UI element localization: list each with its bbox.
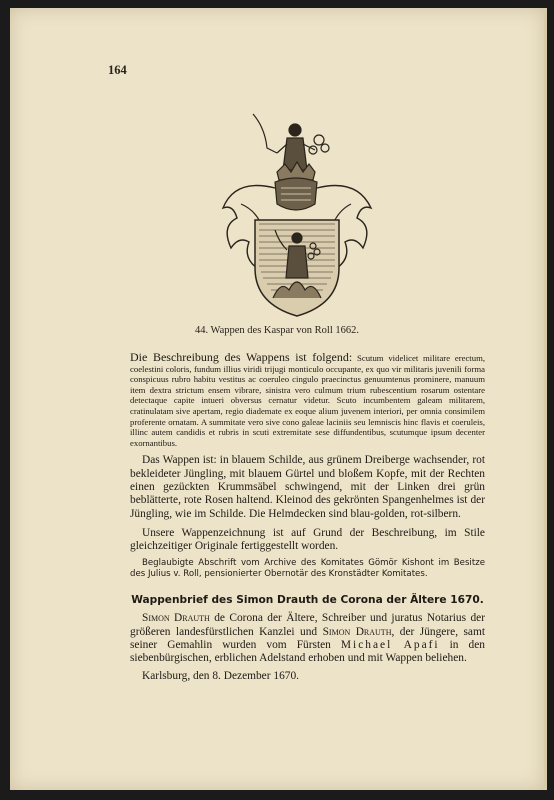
drawing-paragraph: Unsere Wappenzeichnung ist auf Grund der Beschreibung, im Stile gleichzeitiger Originale fertiggestellt worden. [130,526,485,553]
place-date: Karlsburg, den 8. Dezember 1670. [142,669,299,682]
description-lead: Die Beschreibung des Wappens ist folgend: [130,350,353,364]
source-note: Beglaubigte Abschrift vom Archive des Komitates Gömör Kishont im Besitze des Julius v. Roll, pensionierter Obernotär des Kronstädter Komitates. [130,558,485,580]
section-title: Wappenbrief des Simon Drauth de Corona der Ältere 1670. [131,594,484,607]
latin-description [130,352,485,448]
section-text: in den siebenbürgischen, erblichen Adelstand erhoben und mit Wappen beliehen. [130,639,485,665]
page-number: 164 [108,63,127,77]
book-page [10,8,547,790]
person-name: Simon Drauth [322,625,392,638]
latin-text: Scutum videlicet militare erectum, coelestini coloris, fundum illius viridi trijugi monticulo occupante, ex quo vir militaris juvenili forma conspicuus rubro habitu vestitus ac coeruleo cingulo praecinctus genuumtenus prominere, manuum item dextra strictum ensem vibrare, sinistra vero culmum trium rubescentium rosarum ostentare detectaque capite intueri obversus cernatur videtur. Scuto incumbentem galeam militarem, cratinulatam sive apertam, regio diademate ex eoque alium juvenem interiori, per omnia consimilem proferente ornatam. A summitate vero sive cono galeae laciniis seu lemniscis hinc flavis et coeruleis, illinc autem candidis et rubris in scuti extremitate sese diffundentibus, scutumque ipsum decenter exornantibus. [130,353,485,448]
body-text [130,352,485,682]
section-text: , der Jüngere, samt seiner Gemahlin wurden vom Fürsten [130,625,485,652]
wappen-paragraph: Das Wappen ist: in blauem Schilde, aus grünem Dreiberge wachsender, rot bekleideter Jüngling, mit blauem Gürtel und bloßem Kopfe, mit der Rechten einen gezückten Krummsäbel schwingend, mit der Linken drei grün beblätterte, rote Rosen haltend. Kleinod des gekrönten Spangenhelmes ist der Jüngling, wie im Schilde. Die Helmdecken sind blau-golden, rot-silbern. [130,454,485,520]
coat-of-arms-illustration [215,108,380,320]
prince-name: Michael Apafi [340,639,440,652]
section-paragraph [130,612,485,665]
sabre-icon [253,114,277,153]
section-text: de Corona der Ältere, Schreiber und juratus Notarius der größeren landesfürstlichen Kanzlei und [130,612,485,638]
figure-caption: 44. Wappen des Kaspar von Roll 1662. [194,325,360,336]
person-name: Simon Drauth [142,612,210,625]
